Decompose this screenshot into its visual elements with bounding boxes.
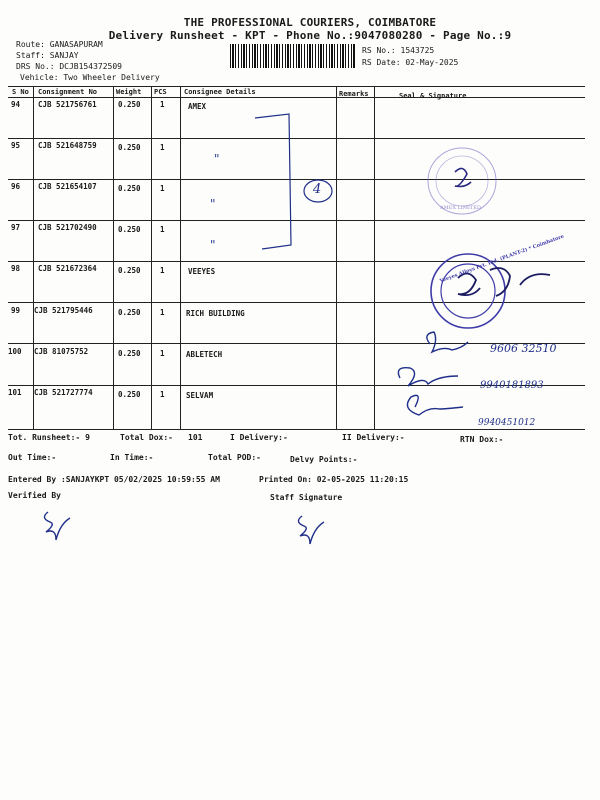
ii-delivery: II Delivery:- [342, 433, 405, 442]
col-header-weight: Weight [116, 88, 142, 96]
cell-sno: 101 [8, 388, 22, 397]
delvy-points: Delvy Points:- [290, 455, 358, 464]
rs-number: RS No.: 1543725 [362, 46, 435, 55]
cell-pcs: 1 [160, 349, 165, 358]
out-time: Out Time:- [8, 453, 57, 462]
in-time: In Time:- [110, 453, 154, 462]
staff-signature-label: Staff Signature [270, 493, 343, 502]
cell-consignment: CJB 521702490 [38, 223, 97, 232]
printed-on: Printed On: 02-05-2025 11:20:15 [259, 475, 409, 484]
cell-consignment: CJB 521727774 [34, 388, 93, 397]
total-dox-value: 101 [188, 433, 203, 442]
cell-sno: 99 [11, 306, 21, 315]
cell-sno: 100 [8, 347, 22, 356]
ditto-mark: " [210, 197, 216, 211]
cell-pcs: 1 [160, 266, 165, 275]
cell-consignee: AMEX [188, 102, 207, 111]
handwritten-phone: 9940451012 [478, 418, 536, 428]
cell-consignment: CJB 521672364 [38, 264, 97, 273]
col-header-seal: Seal & Signature [399, 92, 467, 100]
staff-label: Staff: SANJAY [16, 51, 79, 60]
cell-weight: 0.250 [118, 308, 141, 317]
cell-weight: 0.250 [118, 266, 141, 275]
total-pod: Total POD:- [208, 453, 261, 462]
cell-consignee: SELVAM [186, 391, 214, 400]
cell-consignee: RICH BUILDING [186, 309, 245, 318]
col-header-pcs: PCS [154, 88, 167, 96]
ditto-mark: " [214, 152, 220, 166]
rs-date: RS Date: 02-May-2025 [362, 58, 459, 67]
cell-consignment: CJB 81075752 [34, 347, 89, 356]
cell-sno: 96 [11, 182, 21, 191]
cell-pcs: 1 [160, 308, 165, 317]
cell-weight: 0.250 [118, 390, 141, 399]
company-title: THE PROFESSIONAL COURIERS, COIMBATORE [183, 16, 437, 29]
runsheet-subtitle: Delivery Runsheet - KPT - Phone No.:9047080280 - Page No.:9 [108, 29, 512, 42]
route-label: Route: GANASAPURAM [16, 40, 103, 49]
total-runsheet: Tot. Runsheet:- 9 [8, 433, 90, 442]
verified-by: Verified By [8, 491, 61, 500]
cell-consignment: CJB 521795446 [34, 306, 93, 315]
vehicle-label: Vehicle: Two Wheeler Delivery [20, 73, 160, 82]
circled-number: 4 [313, 182, 322, 197]
cell-weight: 0.250 [118, 143, 141, 152]
i-delivery: I Delivery:- [230, 433, 288, 442]
cell-pcs: 1 [160, 390, 165, 399]
cell-weight: 0.250 [118, 349, 141, 358]
entered-by: Entered By :SANJAYKPT 05/02/2025 10:59:55 AM [8, 475, 220, 484]
cell-consignment: CJB 521648759 [38, 141, 97, 150]
cell-weight: 0.250 [118, 184, 141, 193]
col-header-consignee: Consignee Details [184, 88, 256, 96]
cell-pcs: 1 [160, 184, 165, 193]
cell-pcs: 1 [160, 225, 165, 234]
handwritten-phone: 9940181893 [480, 380, 544, 391]
cell-pcs: 1 [160, 100, 165, 109]
col-header-consignment: Consignment No [38, 88, 98, 96]
cell-consignment: CJB 521654107 [38, 182, 97, 191]
stamp-text: AMEX LIMITED [440, 205, 481, 211]
cell-sno: 97 [11, 223, 21, 232]
rtn-dox: RTN Dox:- [460, 435, 504, 444]
col-header-remarks: Remarks [339, 90, 369, 98]
col-header-sno: S No [12, 88, 29, 96]
total-dox-label: Total Dox:- [120, 433, 173, 442]
cell-weight: 0.250 [118, 225, 141, 234]
cell-weight: 0.250 [118, 100, 141, 109]
cell-consignee: ABLETECH [186, 350, 223, 359]
stamp-text: Veeyes Alloys Pvt. Ltd. (PLANT-2) * Coimbatore [438, 233, 565, 285]
cell-sno: 98 [11, 264, 21, 273]
cell-consignee: VEEYES [188, 267, 216, 276]
drs-number: DRS No.: DCJB154372509 [16, 62, 122, 71]
ditto-mark: " [210, 238, 216, 252]
cell-sno: 94 [11, 100, 21, 109]
cell-pcs: 1 [160, 143, 165, 152]
cell-consignment: CJB 521756761 [38, 100, 97, 109]
handwritten-phone: 9606 32510 [490, 342, 557, 355]
cell-sno: 95 [11, 141, 21, 150]
